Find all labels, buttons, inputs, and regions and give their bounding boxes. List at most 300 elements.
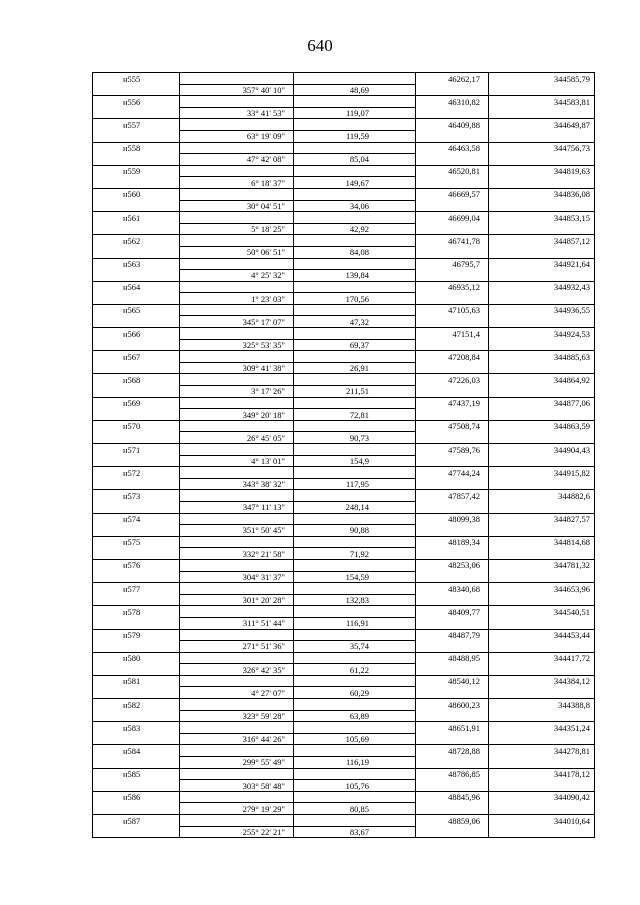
segment-angle: 345° 17' 07": [180, 316, 294, 328]
empty-y-cell: [489, 478, 595, 490]
point-x: 48253,06: [416, 559, 489, 571]
empty-y-cell: [489, 293, 595, 305]
segment-angle: 332° 21' 58": [180, 548, 294, 560]
point-row: [93, 165, 595, 177]
point-row: [93, 235, 595, 247]
empty-angle-cell: [180, 188, 294, 200]
point-x: 47151,4: [416, 328, 489, 340]
empty-angle-cell: [180, 815, 294, 827]
point-y: 344540,51: [489, 606, 595, 618]
empty-y-cell: [489, 780, 595, 792]
empty-angle-cell: [180, 142, 294, 154]
empty-x-cell: [416, 409, 489, 421]
empty-y-cell: [489, 641, 595, 653]
point-x: 47857,42: [416, 490, 489, 502]
segment-row: [93, 710, 595, 722]
segment-angle: 325° 53' 35": [180, 339, 294, 351]
empty-angle-cell: [180, 559, 294, 571]
empty-length-cell: [294, 559, 416, 571]
empty-length-cell: [294, 328, 416, 340]
segment-row: [93, 293, 595, 305]
point-row: [93, 768, 595, 780]
segment-length: 35,74: [294, 641, 416, 653]
point-y: 344827,57: [489, 513, 595, 525]
empty-y-cell: [489, 200, 595, 212]
point-row: [93, 258, 595, 270]
empty-y-cell: [489, 362, 595, 374]
segment-length: 80,85: [294, 803, 416, 815]
empty-point-cell: [93, 525, 180, 537]
point-x: 48600,23: [416, 699, 489, 711]
empty-angle-cell: [180, 536, 294, 548]
empty-x-cell: [416, 246, 489, 258]
point-row: [93, 745, 595, 757]
segment-length: 61,22: [294, 664, 416, 676]
empty-x-cell: [416, 525, 489, 537]
segment-angle: 26° 45' 05": [180, 432, 294, 444]
empty-angle-cell: [180, 722, 294, 734]
point-x: 47744,24: [416, 467, 489, 479]
empty-point-cell: [93, 339, 180, 351]
segment-length: 34,06: [294, 200, 416, 212]
empty-point-cell: [93, 594, 180, 606]
empty-point-cell: [93, 386, 180, 398]
point-name: н567: [93, 351, 180, 363]
empty-length-cell: [294, 513, 416, 525]
empty-angle-cell: [180, 444, 294, 456]
empty-angle-cell: [180, 791, 294, 803]
segment-length: 69,37: [294, 339, 416, 351]
empty-y-cell: [489, 130, 595, 142]
empty-length-cell: [294, 397, 416, 409]
point-row: [93, 606, 595, 618]
segment-row: [93, 525, 595, 537]
empty-point-cell: [93, 641, 180, 653]
point-y: 344882,6: [489, 490, 595, 502]
empty-point-cell: [93, 617, 180, 629]
segment-length: 116,19: [294, 757, 416, 769]
empty-length-cell: [294, 444, 416, 456]
empty-length-cell: [294, 768, 416, 780]
point-row: [93, 397, 595, 409]
point-y: 344932,43: [489, 281, 595, 293]
point-y: 344178,12: [489, 768, 595, 780]
point-row: [93, 559, 595, 571]
empty-length-cell: [294, 652, 416, 664]
segment-row: [93, 84, 595, 96]
point-x: 46520,81: [416, 165, 489, 177]
point-y: 344351,24: [489, 722, 595, 734]
point-name: н573: [93, 490, 180, 502]
point-name: н571: [93, 444, 180, 456]
empty-point-cell: [93, 432, 180, 444]
segment-row: [93, 594, 595, 606]
segment-row: [93, 246, 595, 258]
empty-angle-cell: [180, 258, 294, 270]
segment-row: [93, 548, 595, 560]
segment-length: 85,04: [294, 154, 416, 166]
empty-y-cell: [489, 803, 595, 815]
point-row: [93, 467, 595, 479]
point-x: 48488,95: [416, 652, 489, 664]
segment-angle: 347° 11' 13": [180, 501, 294, 513]
point-x: 48409,77: [416, 606, 489, 618]
empty-y-cell: [489, 409, 595, 421]
empty-x-cell: [416, 548, 489, 560]
empty-angle-cell: [180, 374, 294, 386]
segment-length: 90,88: [294, 525, 416, 537]
empty-x-cell: [416, 316, 489, 328]
empty-y-cell: [489, 386, 595, 398]
empty-point-cell: [93, 478, 180, 490]
point-x: 48540,12: [416, 675, 489, 687]
point-y: 344877,06: [489, 397, 595, 409]
segment-angle: 311° 51' 44": [180, 617, 294, 629]
point-x: 48651,91: [416, 722, 489, 734]
point-name: н561: [93, 212, 180, 224]
empty-length-cell: [294, 699, 416, 711]
segment-length: 71,92: [294, 548, 416, 560]
empty-angle-cell: [180, 304, 294, 316]
segment-angle: 5° 18' 25": [180, 223, 294, 235]
empty-y-cell: [489, 687, 595, 699]
segment-row: [93, 200, 595, 212]
empty-point-cell: [93, 571, 180, 583]
point-row: [93, 351, 595, 363]
segment-length: 119,07: [294, 107, 416, 119]
empty-point-cell: [93, 293, 180, 305]
empty-point-cell: [93, 270, 180, 282]
point-name: н569: [93, 397, 180, 409]
empty-angle-cell: [180, 281, 294, 293]
empty-y-cell: [489, 432, 595, 444]
empty-x-cell: [416, 339, 489, 351]
point-name: н580: [93, 652, 180, 664]
point-name: н578: [93, 606, 180, 618]
segment-row: [93, 757, 595, 769]
point-name: н564: [93, 281, 180, 293]
empty-angle-cell: [180, 397, 294, 409]
empty-point-cell: [93, 200, 180, 212]
empty-x-cell: [416, 130, 489, 142]
empty-y-cell: [489, 571, 595, 583]
empty-point-cell: [93, 177, 180, 189]
point-x: 46310,82: [416, 96, 489, 108]
point-y: 344417,72: [489, 652, 595, 664]
point-x: 46262,17: [416, 73, 489, 85]
segment-angle: 343° 38' 32": [180, 478, 294, 490]
empty-y-cell: [489, 84, 595, 96]
empty-x-cell: [416, 571, 489, 583]
point-x: 48099,38: [416, 513, 489, 525]
segment-row: [93, 780, 595, 792]
empty-point-cell: [93, 107, 180, 119]
empty-point-cell: [93, 687, 180, 699]
empty-x-cell: [416, 780, 489, 792]
empty-length-cell: [294, 73, 416, 85]
segment-angle: 349° 20' 18": [180, 409, 294, 421]
segment-row: [93, 130, 595, 142]
point-name: н568: [93, 374, 180, 386]
point-y: 344936,55: [489, 304, 595, 316]
segment-angle: 1° 23' 03": [180, 293, 294, 305]
point-row: [93, 281, 595, 293]
empty-x-cell: [416, 710, 489, 722]
segment-length: 63,89: [294, 710, 416, 722]
empty-length-cell: [294, 142, 416, 154]
segment-length: 47,32: [294, 316, 416, 328]
segment-angle: 323° 59' 28": [180, 710, 294, 722]
point-y: 344915,82: [489, 467, 595, 479]
segment-length: 248,14: [294, 501, 416, 513]
point-y: 344388,8: [489, 699, 595, 711]
segment-row: [93, 501, 595, 513]
empty-y-cell: [489, 757, 595, 769]
segment-angle: 63° 19' 09": [180, 130, 294, 142]
point-row: [93, 212, 595, 224]
empty-y-cell: [489, 154, 595, 166]
empty-angle-cell: [180, 467, 294, 479]
point-x: 46935,12: [416, 281, 489, 293]
segment-length: 211,51: [294, 386, 416, 398]
point-x: 46463,58: [416, 142, 489, 154]
segment-row: [93, 409, 595, 421]
empty-x-cell: [416, 826, 489, 838]
point-name: н582: [93, 699, 180, 711]
point-y: 344010,64: [489, 815, 595, 827]
empty-length-cell: [294, 374, 416, 386]
empty-point-cell: [93, 409, 180, 421]
point-row: [93, 304, 595, 316]
segment-angle: 304° 31' 37": [180, 571, 294, 583]
point-y: 344904,43: [489, 444, 595, 456]
empty-length-cell: [294, 745, 416, 757]
empty-length-cell: [294, 467, 416, 479]
empty-length-cell: [294, 629, 416, 641]
empty-x-cell: [416, 501, 489, 513]
point-y: 344278,81: [489, 745, 595, 757]
empty-length-cell: [294, 815, 416, 827]
empty-length-cell: [294, 606, 416, 618]
empty-y-cell: [489, 223, 595, 235]
empty-length-cell: [294, 722, 416, 734]
point-x: 46741,78: [416, 235, 489, 247]
point-row: [93, 420, 595, 432]
empty-y-cell: [489, 548, 595, 560]
segment-angle: 316° 44' 26": [180, 733, 294, 745]
point-name: н577: [93, 583, 180, 595]
empty-x-cell: [416, 733, 489, 745]
point-row: [93, 188, 595, 200]
point-y: 344384,12: [489, 675, 595, 687]
segment-length: 116,91: [294, 617, 416, 629]
empty-point-cell: [93, 501, 180, 513]
segment-angle: 255° 22' 21": [180, 826, 294, 838]
point-name: н556: [93, 96, 180, 108]
empty-x-cell: [416, 270, 489, 282]
segment-angle: 50° 06' 51": [180, 246, 294, 258]
segment-length: 170,56: [294, 293, 416, 305]
empty-point-cell: [93, 223, 180, 235]
segment-angle: 4° 27' 07": [180, 687, 294, 699]
empty-x-cell: [416, 478, 489, 490]
point-name: н562: [93, 235, 180, 247]
point-row: [93, 374, 595, 386]
segment-row: [93, 803, 595, 815]
empty-x-cell: [416, 223, 489, 235]
segment-length: 48,69: [294, 84, 416, 96]
point-name: н587: [93, 815, 180, 827]
point-y: 344583,81: [489, 96, 595, 108]
empty-x-cell: [416, 594, 489, 606]
empty-length-cell: [294, 281, 416, 293]
point-row: [93, 791, 595, 803]
point-row: [93, 629, 595, 641]
segment-row: [93, 107, 595, 119]
empty-angle-cell: [180, 119, 294, 131]
empty-x-cell: [416, 200, 489, 212]
empty-y-cell: [489, 270, 595, 282]
empty-point-cell: [93, 316, 180, 328]
point-row: [93, 583, 595, 595]
empty-angle-cell: [180, 420, 294, 432]
empty-angle-cell: [180, 745, 294, 757]
segment-row: [93, 362, 595, 374]
empty-x-cell: [416, 664, 489, 676]
point-y: 344090,42: [489, 791, 595, 803]
point-x: 48487,79: [416, 629, 489, 641]
segment-row: [93, 733, 595, 745]
empty-point-cell: [93, 780, 180, 792]
empty-y-cell: [489, 246, 595, 258]
point-row: [93, 490, 595, 502]
empty-x-cell: [416, 154, 489, 166]
empty-length-cell: [294, 165, 416, 177]
point-x: 47226,03: [416, 374, 489, 386]
point-row: [93, 675, 595, 687]
empty-point-cell: [93, 664, 180, 676]
point-x: 46699,04: [416, 212, 489, 224]
point-name: н584: [93, 745, 180, 757]
point-row: [93, 328, 595, 340]
empty-angle-cell: [180, 513, 294, 525]
segment-length: 72,81: [294, 409, 416, 421]
point-name: н585: [93, 768, 180, 780]
segment-length: 154,59: [294, 571, 416, 583]
point-y: 344781,32: [489, 559, 595, 571]
empty-point-cell: [93, 455, 180, 467]
point-row: [93, 699, 595, 711]
point-name: н575: [93, 536, 180, 548]
point-row: [93, 513, 595, 525]
empty-angle-cell: [180, 212, 294, 224]
point-row: [93, 96, 595, 108]
segment-length: 60,29: [294, 687, 416, 699]
empty-y-cell: [489, 177, 595, 189]
point-row: [93, 444, 595, 456]
point-x: 48189,34: [416, 536, 489, 548]
segment-row: [93, 177, 595, 189]
segment-row: [93, 270, 595, 282]
empty-angle-cell: [180, 73, 294, 85]
segment-angle: 30° 04' 51": [180, 200, 294, 212]
point-row: [93, 652, 595, 664]
empty-x-cell: [416, 803, 489, 815]
segment-row: [93, 641, 595, 653]
point-y: 344585,79: [489, 73, 595, 85]
point-x: 47208,84: [416, 351, 489, 363]
segment-row: [93, 316, 595, 328]
empty-x-cell: [416, 293, 489, 305]
empty-x-cell: [416, 362, 489, 374]
page-number: 640: [307, 36, 333, 55]
point-name: н557: [93, 119, 180, 131]
point-x: 47437,19: [416, 397, 489, 409]
empty-point-cell: [93, 154, 180, 166]
point-y: 344649,87: [489, 119, 595, 131]
empty-length-cell: [294, 536, 416, 548]
segment-row: [93, 571, 595, 583]
empty-length-cell: [294, 188, 416, 200]
empty-length-cell: [294, 791, 416, 803]
empty-y-cell: [489, 826, 595, 838]
point-y: 344885,63: [489, 351, 595, 363]
segment-angle: 271° 51' 36": [180, 641, 294, 653]
segment-length: 90,73: [294, 432, 416, 444]
point-y: 344921,64: [489, 258, 595, 270]
segment-angle: 4° 13' 01": [180, 455, 294, 467]
segment-row: [93, 339, 595, 351]
segment-angle: 351° 50' 45": [180, 525, 294, 537]
empty-y-cell: [489, 339, 595, 351]
empty-y-cell: [489, 316, 595, 328]
segment-length: 105,76: [294, 780, 416, 792]
empty-point-cell: [93, 84, 180, 96]
segment-angle: 4° 25' 32": [180, 270, 294, 282]
segment-length: 139,84: [294, 270, 416, 282]
point-x: 47589,76: [416, 444, 489, 456]
empty-x-cell: [416, 455, 489, 467]
point-y: 344756,73: [489, 142, 595, 154]
point-x: 48786,85: [416, 768, 489, 780]
segment-row: [93, 154, 595, 166]
empty-angle-cell: [180, 490, 294, 502]
empty-angle-cell: [180, 96, 294, 108]
segment-angle: 357° 40' 10": [180, 84, 294, 96]
empty-angle-cell: [180, 652, 294, 664]
point-name: н563: [93, 258, 180, 270]
empty-length-cell: [294, 96, 416, 108]
point-y: 344814,68: [489, 536, 595, 548]
point-name: н560: [93, 188, 180, 200]
empty-length-cell: [294, 490, 416, 502]
segment-row: [93, 664, 595, 676]
empty-x-cell: [416, 641, 489, 653]
coordinates-table: [92, 72, 595, 838]
empty-length-cell: [294, 304, 416, 316]
empty-y-cell: [489, 594, 595, 606]
segment-angle: 279° 19' 29": [180, 803, 294, 815]
point-row: [93, 73, 595, 85]
point-x: 47508,74: [416, 420, 489, 432]
segment-row: [93, 617, 595, 629]
empty-length-cell: [294, 351, 416, 363]
point-name: н576: [93, 559, 180, 571]
segment-length: 149,67: [294, 177, 416, 189]
empty-x-cell: [416, 757, 489, 769]
segment-row: [93, 687, 595, 699]
segment-length: 84,08: [294, 246, 416, 258]
